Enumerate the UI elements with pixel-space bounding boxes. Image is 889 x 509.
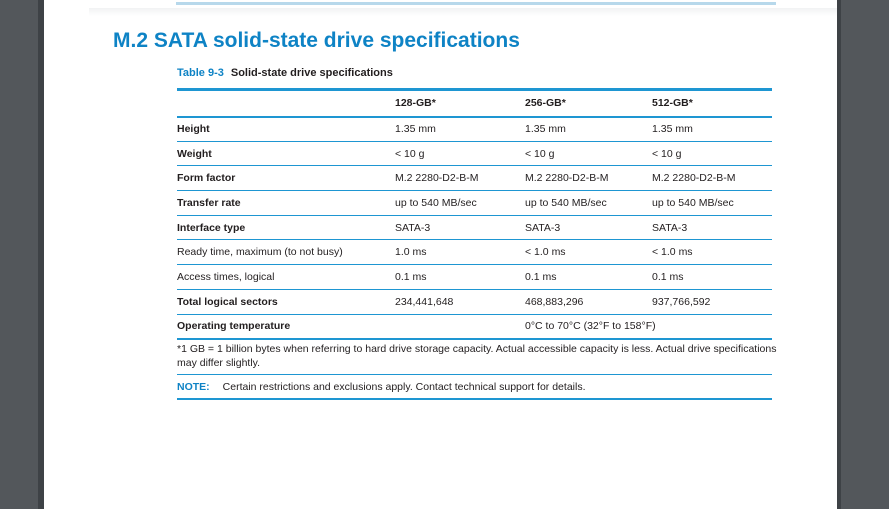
cell-value: 1.0 ms [395, 246, 427, 259]
page-break-shadow [89, 8, 837, 16]
row-label: Access times, logical [177, 270, 275, 283]
table-row [177, 240, 772, 265]
note-text: Certain restrictions and exclusions apply. Contact technical support for details. [222, 380, 586, 393]
table-row [177, 166, 772, 191]
cell-value: M.2 2280-D2-B-M [395, 172, 479, 185]
cell-value: < 10 g [525, 147, 555, 160]
row-label: Transfer rate [177, 196, 241, 209]
spec-table-head-row [177, 90, 772, 117]
table-row [177, 215, 772, 240]
cell-value: SATA-3 [652, 221, 688, 234]
column-header: 256-GB* [525, 97, 566, 110]
cell-value: 1.35 mm [525, 123, 566, 136]
cell-value: 0°C to 70°C (32°F to 158°F) [525, 320, 656, 333]
spec-table [177, 88, 772, 340]
table-row [177, 289, 772, 314]
note-box [177, 374, 772, 400]
cell-value: SATA-3 [395, 221, 431, 234]
cell-value: 937,766,592 [652, 295, 711, 308]
page-title: M.2 SATA solid-state drive specifications [113, 29, 520, 52]
spec-table-body [177, 117, 772, 339]
table-caption-number: Table 9-3 [177, 67, 224, 79]
table-caption-text: Solid-state drive specifications [230, 67, 393, 79]
cell-value: M.2 2280-D2-B-M [652, 172, 736, 185]
cell-value: < 10 g [395, 147, 425, 160]
note-label: NOTE: [177, 380, 210, 393]
table-row [177, 265, 772, 290]
table-row [177, 117, 772, 142]
document-page [38, 0, 841, 509]
cell-value: up to 540 MB/sec [395, 196, 477, 209]
column-header: 128-GB* [395, 97, 436, 110]
previous-table-edge-rule [176, 2, 776, 5]
cell-value: up to 540 MB/sec [525, 196, 607, 209]
cell-value: 234,441,648 [395, 295, 454, 308]
row-label: Form factor [177, 172, 236, 185]
cell-value: < 1.0 ms [652, 246, 693, 259]
cell-value: 0.1 ms [652, 270, 684, 283]
column-header [177, 90, 395, 117]
row-label: Operating temperature [177, 320, 291, 333]
table-caption [177, 67, 393, 79]
cell-value: 0.1 ms [525, 270, 557, 283]
row-label: Height [177, 123, 210, 136]
table-row [177, 141, 772, 166]
cell-value: 468,883,296 [525, 295, 584, 308]
row-label: Total logical sectors [177, 295, 278, 308]
row-label: Interface type [177, 221, 246, 234]
cell-value: up to 540 MB/sec [652, 196, 734, 209]
cell-value: SATA-3 [525, 221, 561, 234]
table-row [177, 191, 772, 216]
cell-value: 1.35 mm [395, 123, 436, 136]
table-row [177, 314, 772, 339]
cell-empty [395, 314, 525, 339]
cell-value: M.2 2280-D2-B-M [525, 172, 609, 185]
cell-value: 0.1 ms [395, 270, 427, 283]
row-label: Weight [177, 147, 212, 160]
cell-value: < 10 g [652, 147, 682, 160]
cell-value: < 1.0 ms [525, 246, 566, 259]
row-label: Ready time, maximum (to not busy) [177, 246, 343, 259]
table-footnote: *1 GB = 1 billion bytes when referring to hard drive storage capacity. Actual accessible capacity is less. Actual drive specifications may differ slightly. [177, 343, 777, 369]
cell-value: 1.35 mm [652, 123, 693, 136]
column-header: 512-GB* [652, 97, 693, 110]
